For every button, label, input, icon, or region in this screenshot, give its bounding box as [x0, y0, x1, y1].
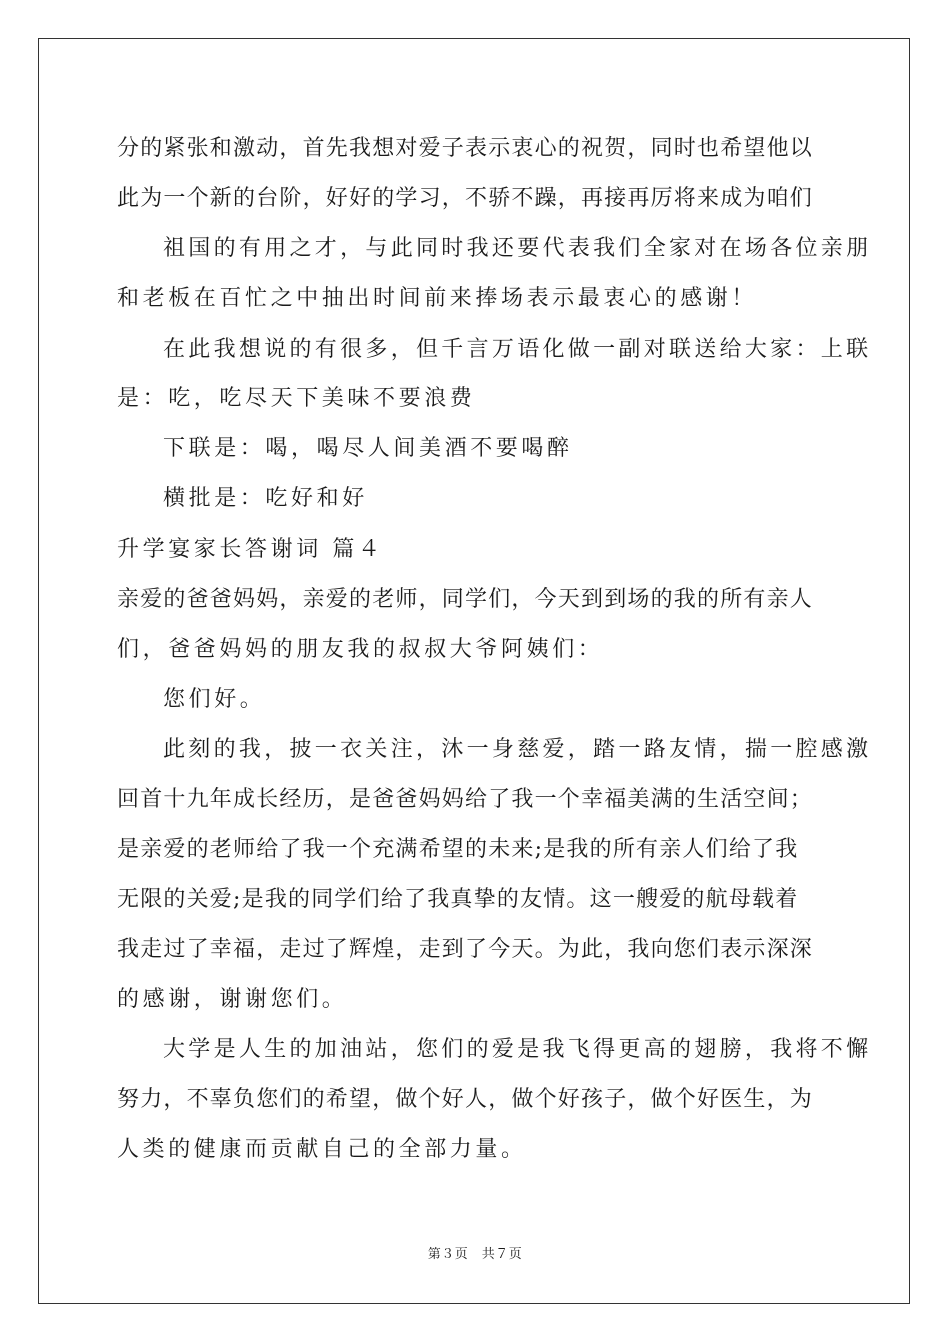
- text-line: 回首十九年成长经历，是爸爸妈妈给了我一个幸福美满的生活空间；: [117, 787, 814, 812]
- section-heading: 升学宴家长答谢词 篇４: [117, 537, 384, 562]
- text-line: 亲爱的爸爸妈妈，亲爱的老师，同学们，今天到到场的我的所有亲人: [117, 587, 814, 612]
- text-line: 努力，不辜负您们的希望，做个好人，做个好孩子，做个好医生，为: [117, 1087, 814, 1112]
- text-line: 此为一个新的台阶，好好的学习，不骄不躁，再接再厉将来成为咱们: [117, 186, 814, 211]
- text-line: 分的紧张和激动，首先我想对爱子表示衷心的祝贺，同时也希望他以: [117, 136, 814, 161]
- text-line: 是：吃，吃尽天下美味不要浪费: [117, 386, 476, 411]
- text-line: 下联是：喝，喝尽人间美酒不要喝醉: [163, 436, 573, 461]
- text-line: 我走过了幸福，走过了辉煌，走到了今天。为此，我向您们表示深深: [117, 937, 814, 962]
- text-line: 和老板在百忙之中抽出时间前来捧场表示最衷心的感谢！: [117, 286, 758, 311]
- text-line: 大学是人生的加油站，您们的爱是我飞得更高的翅膀，我将不懈: [163, 1037, 872, 1062]
- page-number-footer: 第３页 共７页: [427, 1247, 523, 1262]
- text-line: 祖国的有用之才，与此同时我还要代表我们全家对在场各位亲朋: [163, 236, 872, 261]
- text-line: 横批是：吃好和好: [163, 486, 368, 511]
- text-line: 的感谢，谢谢您们。: [117, 987, 348, 1012]
- text-line: 是亲爱的老师给了我一个充满希望的未来;是我的所有亲人们给了我: [117, 837, 799, 862]
- text-line: 无限的关爱;是我的同学们给了我真挚的友情。这一艘爱的航母载着: [117, 887, 799, 912]
- text-line: 们，爸爸妈妈的朋友我的叔叔大爷阿姨们：: [117, 637, 604, 662]
- text-line: 人类的健康而贡献自己的全部力量。: [117, 1137, 527, 1162]
- text-line: 您们好。: [163, 687, 266, 712]
- text-line: 在此我想说的有很多，但千言万语化做一副对联送给大家：上联: [163, 337, 872, 362]
- text-line: 此刻的我，披一衣关注，沐一身慈爱，踏一路友情，揣一腔感激: [163, 737, 872, 762]
